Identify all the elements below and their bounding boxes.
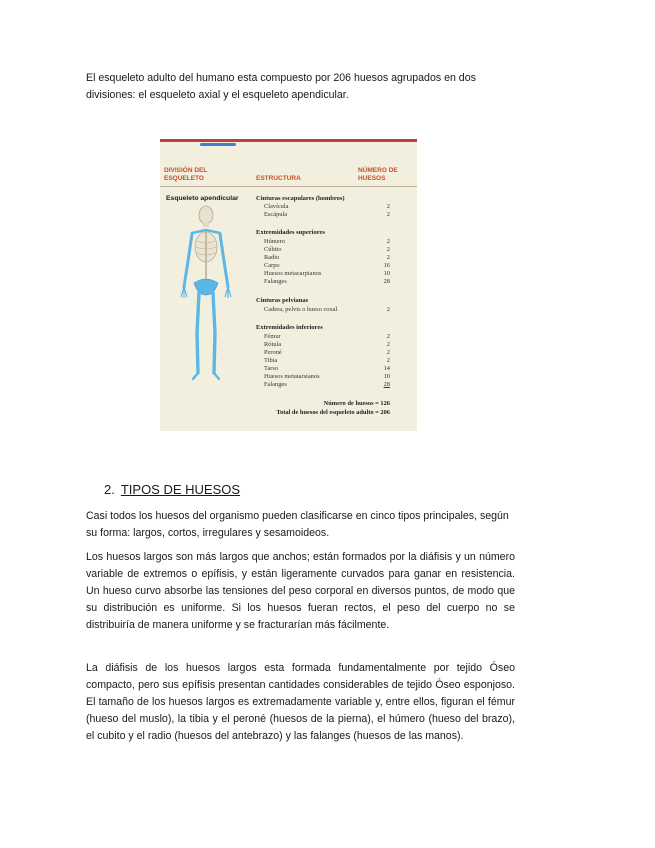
item-tibia-value: 2 <box>386 357 390 364</box>
item-fibula: Peroné <box>264 349 282 356</box>
item-ulna: Cúbito <box>264 246 282 253</box>
item-humerus-value: 2 <box>386 238 390 245</box>
item-humerus: Húmero <box>264 238 285 245</box>
item-femur-value: 2 <box>386 333 390 340</box>
item-phalanges-foot-value: 28 <box>383 381 390 388</box>
skeleton-illustration <box>174 203 238 393</box>
item-ulna-value: 2 <box>386 246 390 253</box>
group-title-shoulder: Cinturas escapulares (hombros) <box>256 195 345 202</box>
figure-top-rule <box>160 139 417 142</box>
item-carpus-value: 16 <box>383 262 390 269</box>
item-patella: Rótula <box>264 341 282 348</box>
section-number: 2. <box>104 482 115 497</box>
paragraph-diaphysis: La diáfisis de los huesos largos esta formada fundamentalmente por tejido Óseo compacto, pero sus epífisis presentan cantidades considerables de tejido Óseo esponjoso. El tamaño de los huesos largos es extremadamente variable y, entre ellos, figuran el fémur (hueso del muslo), la tibia y el peroné (huesos de la pierna), el húmero (hueso del brazo), el cubito y el radio (huesos del antebrazo) y las falanges (huesos de las manos). <box>86 662 515 742</box>
item-scapula-value: 2 <box>386 211 390 218</box>
item-radius-value: 2 <box>386 254 390 261</box>
figure-tab-marker <box>200 143 236 146</box>
paragraph-long-bones: Los huesos largos son más largos que anchos; están formados por la diáfisis y un número variable de extremos o epífisis, y están ligeramente curvados para ganar en resistencia. Un hueso curvo absorbe las tensiones del peso corporal en diversos puntos, de modo que su distribución es uniforme. Si los huesos fueran rectos, el peso del cuerpo no se distribuiría de manera uniforme y se fracturarían más fácilmente. <box>86 551 515 631</box>
column-header-division: DIVISIÓN DEL ESQUELETO <box>164 167 208 182</box>
item-fibula-value: 2 <box>386 349 390 356</box>
grand-total: Total de huesos del esqueleto adulto = 206 <box>276 409 390 416</box>
paragraph-types: Casi todos los huesos del organismo pueden clasificarse en cinco tipos principales, según su forma: largos, cortos, irregulares y sesamoideos. <box>86 510 509 539</box>
item-phalanges-foot: Falanges <box>264 381 287 388</box>
item-metacarpals-value: 10 <box>383 270 390 277</box>
item-radius: Radio <box>264 254 280 261</box>
item-tarsus-value: 14 <box>383 365 390 372</box>
section-heading <box>104 482 240 497</box>
item-clavicle-value: 2 <box>386 203 390 210</box>
item-patella-value: 2 <box>386 341 390 348</box>
item-tibia: Tibia <box>264 357 278 364</box>
item-carpus: Carpo <box>264 262 280 269</box>
item-metatarsals: Huesos metatarsianos <box>264 373 320 380</box>
skeleton-table-figure <box>160 139 417 431</box>
item-femur: Fémur <box>264 333 281 340</box>
item-phalanges-hand-value: 28 <box>383 278 390 285</box>
section-title: TIPOS DE HUESOS <box>120 482 241 497</box>
item-metatarsals-value: 10 <box>383 373 390 380</box>
item-hip-value: 2 <box>386 306 390 313</box>
item-hip: Cadera, pelvis o hueso coxal <box>264 306 338 313</box>
item-metacarpals: Huesos metacarpianos <box>264 270 322 277</box>
item-tarsus: Tarso <box>264 365 279 372</box>
column-header-structure: ESTRUCTURA <box>256 175 301 182</box>
division-name: Esqueleto apendicular <box>166 195 239 202</box>
item-scapula: Escápula <box>264 211 288 218</box>
intro-paragraph: El esqueleto adulto del humano esta compuesto por 206 huesos agrupados en dos divisiones: el esqueleto axial y el esqueleto apendicular. <box>86 72 476 101</box>
column-header-number: NÚMERO DE HUESOS <box>358 167 398 182</box>
subtotal: Número de huesos = 126 <box>323 400 390 407</box>
item-clavicle: Clavícula <box>264 203 289 210</box>
group-title-pelvic: Cinturas pelvianas <box>256 297 309 304</box>
group-title-upper-limbs: Extremidades superiores <box>256 229 325 236</box>
item-phalanges-hand: Falanges <box>264 278 287 285</box>
header-rule <box>160 186 417 187</box>
group-title-lower-limbs: Extremidades inferiores <box>256 324 323 331</box>
